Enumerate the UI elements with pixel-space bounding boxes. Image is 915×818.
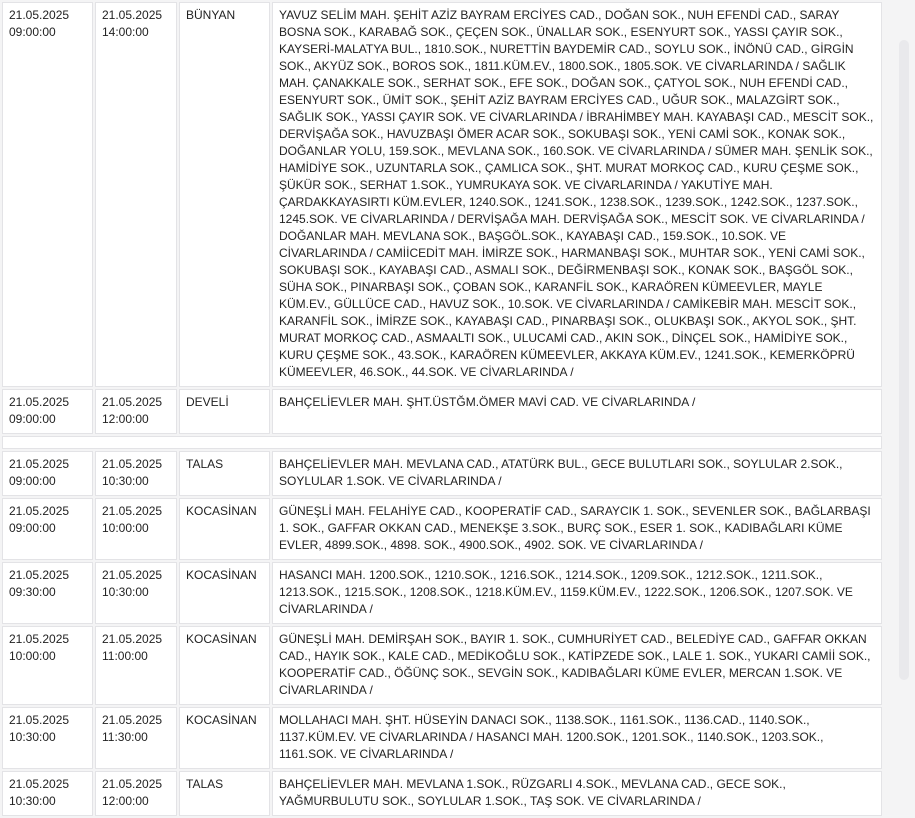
table-row (2, 498, 882, 560)
start-cell (2, 451, 93, 496)
end-date: 21.05.2025 (102, 713, 163, 727)
end-cell (95, 2, 177, 387)
end-date: 21.05.2025 (102, 395, 163, 409)
start-time: 10:30:00 (9, 794, 56, 808)
streets-cell: GÜNEŞLİ MAH. FELAHİYE CAD., KOOPERATİF CAD., SARAYCIK 1. SOK., SEVENLER SOK., BAĞLARBAŞI 1. SOK., GAFFAR OKKAN CAD., MENEKŞE 3.SOK., BURÇ SOK., ESER 1. SOK., KADIBAĞLARI KÜME EVLER, 4899.SOK., 4898. SOK., 4900.SOK., 4902. SOK. VE CİVARLARINDA / (272, 498, 882, 560)
end-cell (95, 562, 177, 624)
end-time: 11:30:00 (102, 730, 148, 744)
district-cell: KOCASİNAN (179, 562, 270, 624)
start-date: 21.05.2025 (9, 8, 70, 22)
end-date: 21.05.2025 (102, 632, 163, 646)
end-cell (95, 626, 177, 705)
streets-cell: MOLLAHACI MAH. ŞHT. HÜSEYİN DANACI SOK., 1138.SOK., 1161.SOK., 1136.CAD., 1140.SOK., 1137.KÜM.EV. VE CİVARLARINDA / HASANCI MAH. 1200.SOK., 1201.SOK., 1140.SOK., 1203.SOK., 1161.SOK. VE CİVARLARINDA / (272, 707, 882, 769)
start-time: 09:00:00 (9, 25, 56, 39)
start-time: 10:00:00 (9, 649, 56, 663)
start-cell (2, 626, 93, 705)
end-time: 11:00:00 (102, 649, 148, 663)
district-cell: TALAS (179, 451, 270, 496)
streets-cell: BAHÇELİEVLER MAH. MEVLANA 1.SOK., RÜZGARLI 4.SOK., MEVLANA CAD., GECE SOK., YAĞMURBULUTU SOK., SOYLULAR 1.SOK., TAŞ SOK. VE CİVARLARINDA / (272, 771, 882, 816)
start-date: 21.05.2025 (9, 504, 70, 518)
start-date: 21.05.2025 (9, 632, 70, 646)
end-time: 12:00:00 (102, 412, 149, 426)
start-time: 09:00:00 (9, 412, 56, 426)
start-cell (2, 389, 93, 434)
start-date: 21.05.2025 (9, 568, 70, 582)
end-time: 14:00:00 (102, 25, 149, 39)
end-time: 10:00:00 (102, 521, 149, 535)
streets-cell: GÜNEŞLİ MAH. DEMİRŞAH SOK., BAYIR 1. SOK., CUMHURİYET CAD., BELEDİYE CAD., GAFFAR OKKAN CAD., HAYIK SOK., KALE CAD., MEDİKOĞLU SOK., KATİPZEDE SOK., LALE 1. SOK., YUKARI CAMİİ SOK., KOOPERATİF CAD., ÖĞÜNÇ SOK., SEVGİN SOK., KADIBAĞLARI KÜME EVLER, MERCAN 1.SOK. VE CİVARLARINDA / (272, 626, 882, 705)
streets-cell: HASANCI MAH. 1200.SOK., 1210.SOK., 1216.SOK., 1214.SOK., 1209.SOK., 1212.SOK., 1211.SOK., 1213.SOK., 1215.SOK., 1208.SOK., 1218.KÜM.EV., 1159.KÜM.EV., 1222.SOK., 1206.SOK., 1207.SOK. VE CİVARLARINDA / (272, 562, 882, 624)
start-time: 09:00:00 (9, 521, 56, 535)
end-time: 12:00:00 (102, 794, 149, 808)
streets-cell: BAHÇELİEVLER MAH. MEVLANA CAD., ATATÜRK BUL., GECE BULUTLARI SOK., SOYLULAR 2.SOK., SOYLULAR 1.SOK. VE CİVARLARINDA / (272, 451, 882, 496)
district-cell: KOCASİNAN (179, 707, 270, 769)
end-cell (95, 389, 177, 434)
start-date: 21.05.2025 (9, 395, 70, 409)
streets-cell: BAHÇELİEVLER MAH. ŞHT.ÜSTĞM.ÖMER MAVİ CAD. VE CİVARLARINDA / (272, 389, 882, 434)
end-time: 10:30:00 (102, 585, 149, 599)
district-cell: TALAS (179, 771, 270, 816)
start-cell (2, 707, 93, 769)
end-date: 21.05.2025 (102, 457, 163, 471)
start-time: 09:00:00 (9, 474, 56, 488)
end-date: 21.05.2025 (102, 568, 163, 582)
end-date: 21.05.2025 (102, 504, 163, 518)
start-cell (2, 2, 93, 387)
end-cell (95, 451, 177, 496)
table-row (2, 451, 882, 496)
table-row (2, 2, 882, 387)
start-date: 21.05.2025 (9, 457, 70, 471)
district-cell: KOCASİNAN (179, 626, 270, 705)
page-margin (889, 0, 915, 778)
start-date: 21.05.2025 (9, 713, 70, 727)
start-cell (2, 562, 93, 624)
start-date: 21.05.2025 (9, 777, 70, 791)
table-row (2, 562, 882, 624)
end-date: 21.05.2025 (102, 8, 163, 22)
scrollbar[interactable] (899, 40, 909, 680)
start-time: 09:30:00 (9, 585, 56, 599)
table-row (2, 626, 882, 705)
table-row (2, 389, 882, 434)
end-date: 21.05.2025 (102, 777, 163, 791)
table-row (2, 707, 882, 769)
district-cell: KOCASİNAN (179, 498, 270, 560)
table-divider (2, 436, 882, 449)
divider-line (2, 436, 882, 449)
end-cell (95, 498, 177, 560)
end-cell (95, 707, 177, 769)
streets-cell: YAVUZ SELİM MAH. ŞEHİT AZİZ BAYRAM ERCİYES CAD., DOĞAN SOK., NUH EFENDİ CAD., SARAY BOSNA SOK., KARABAĞ SOK., ÇEÇEN SOK., ÜNALLAR SOK., ESENYURT SOK., YASSI ÇAYIR SOK., KAYSERİ-MALATYA BUL., 1810.SOK., NURETTİN BAYDEMİR CAD., SOYLU SOK., İNÖNÜ CAD., GİRGİN SOK., AKYÜZ SOK., BOROS SOK., 1811.KÜM.EV., 1800.SOK., 1805.SOK. VE CİVARLARINDA / SAĞLIK MAH. ÇANAKKALE SOK., SERHAT SOK., EFE SOK., DOĞAN SOK., ÇATYOL SOK., NUH EFENDİ CAD., ESENYURT SOK., ÜMİT SOK., ŞEHİT AZİZ BAYRAM ERCİYES CAD., UĞUR SOK., MALAZGİRT SOK., SAĞLIK SOK., YASSI ÇAYIR SOK. VE CİVARLARINDA / İBRAHİMBEY MAH. KAYABAŞI CAD., MESCİT SOK., DERVİŞAĞA SOK., HAVUZBAŞI ÖMER ACAR SOK., SOKUBAŞI SOK., YENİ CAMİ SOK., KONAK SOK., DOĞANLAR YOLU, 159.SOK., MEVLANA SOK., 160.SOK. VE CİVARLARINDA / SÜMER MAH. ŞENLİK SOK., HAMİDİYE SOK., UZUNTARLA SOK., ÇAMLICA SOK., ŞHT. MURAT MORKOÇ CAD., KURU ÇEŞME SOK., ŞÜKÜR SOK., SERHAT 1.SOK., YUMRUKAYA SOK. VE CİVARLARINDA / YAKUTİYE MAH. ÇARDAKKAYASIRTI KÜM.EVLER, 1240.SOK., 1241.SOK., 1238.SOK., 1239.SOK., 1242.SOK., 1237.SOK., 1245.SOK. VE CİVARLARINDA / DERVİŞAĞA MAH. DERVİŞAĞA SOK., MESCİT SOK. VE CİVARLARINDA / DOĞANLAR MAH. MEVLANA SOK., BAŞGÖL.SOK., KAYABAŞI CAD., 159.SOK., 10.SOK. VE CİVARLARINDA / CAMİİCEDİT MAH. İMİRZE SOK., HARMANBAŞI SOK., MUHTAR SOK., YENİ CAMİ SOK., SOKUBAŞI SOK., KAYABAŞI CAD., ASMALI SOK., DEĞİRMENBAŞI SOK., KONAK SOK., BAŞGÖL SOK., SÜHA SOK., PINARBAŞI SOK., ÇOBAN SOK., KARANFİL SOK., KARAÖREN KÜMEEVLER, MAYLE KÜM.EV., GÜLLÜCE CAD., HAVUZ SOK., 10.SOK. VE CİVARLARINDA / CAMİKEBİR MAH. MESCİT SOK., KARANFİL SOK., İMİRZE SOK., KAYABAŞI CAD., PINARBAŞI SOK., OLUKBAŞI SOK., AKYOL SOK., ŞHT. MURAT MORKOÇ CAD., ASMAALTI SOK., ULUCAMİ CAD., AKIN SOK., DİNÇEL SOK., HAMİDİYE SOK., KURU ÇEŞME SOK., 43.SOK., KARAÖREN KÜMEEVLER, AKKAYA KÜM.EV., 1241.SOK., KEMERKÖPRÜ KÜMEEVLER, 46.SOK., 44.SOK. VE CİVARLARINDA / (272, 2, 882, 387)
district-cell: BÜNYAN (179, 2, 270, 387)
start-cell (2, 498, 93, 560)
end-time: 10:30:00 (102, 474, 149, 488)
district-cell: DEVELİ (179, 389, 270, 434)
start-time: 10:30:00 (9, 730, 56, 744)
